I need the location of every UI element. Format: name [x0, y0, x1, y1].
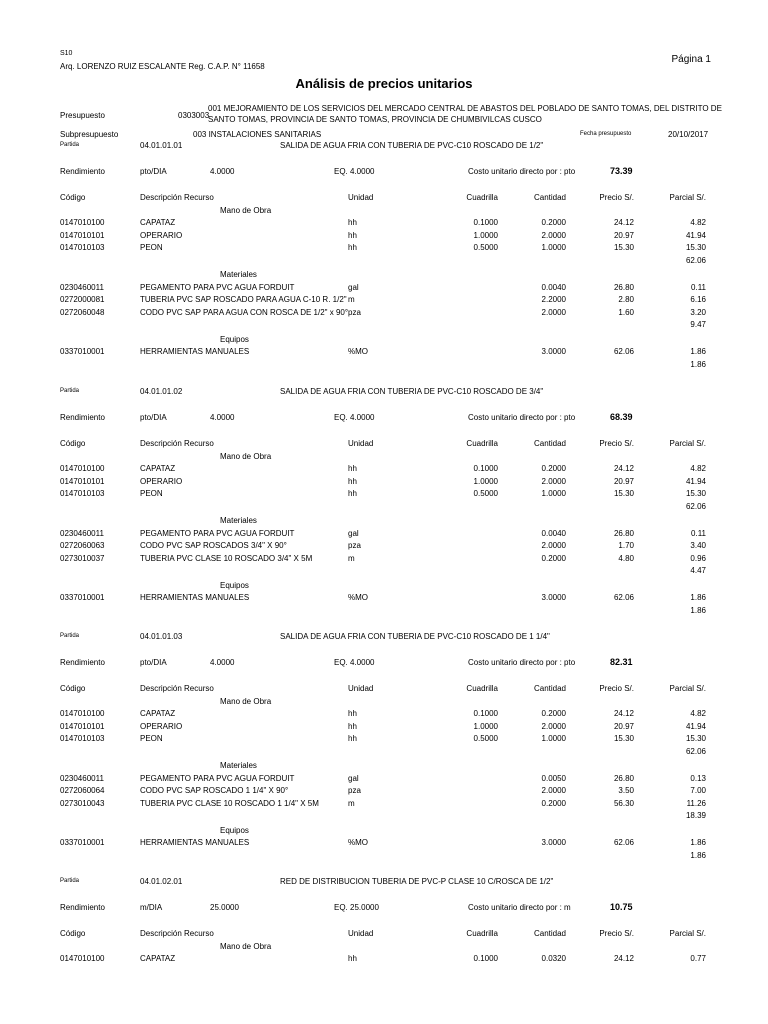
- category-label: Equipos: [220, 334, 249, 344]
- resource-parcial: 41.94: [685, 230, 706, 240]
- resource-precio: 24.12: [613, 954, 634, 963]
- resource-unit: hh: [348, 218, 357, 227]
- col-parcial: Parcial S/.: [669, 929, 706, 938]
- category-header: [0, 942, 768, 954]
- category-label: Mano de Obra: [220, 941, 272, 951]
- resource-code: 0230460011: [60, 773, 104, 783]
- partida-code: 04.01.01.03: [140, 632, 183, 641]
- category-label: Materiales: [220, 270, 257, 279]
- category-total-value: 62.06: [685, 746, 706, 756]
- column-header-row: [0, 929, 768, 941]
- rendimiento-unit: pto/DIA: [140, 658, 167, 667]
- resource-code: 0272060064: [60, 786, 105, 795]
- resource-unit: pza: [348, 541, 361, 550]
- category-header: [0, 516, 768, 528]
- resource-row: [0, 243, 768, 255]
- col-parcial: Parcial S/.: [669, 684, 706, 693]
- resource-parcial: 3.40: [690, 541, 706, 550]
- resource-description: PEGAMENTO PARA PVC AGUA FORDUIT: [140, 528, 295, 538]
- resource-row: [0, 709, 768, 721]
- category-total: [0, 606, 768, 618]
- resource-unit: hh: [348, 721, 357, 731]
- resource-unit: hh: [348, 709, 357, 718]
- resource-cantidad: 2.0000: [541, 786, 566, 795]
- eq-value: EQ. 4.0000: [334, 413, 375, 422]
- resource-code: 0147010100: [60, 218, 105, 227]
- resource-description: TUBERIA PVC CLASE 10 ROSCADO 3/4" X 5M: [140, 553, 313, 563]
- resource-code: 0147010101: [60, 721, 105, 731]
- rendimiento-label: Rendimiento: [60, 167, 105, 176]
- resource-cuadrilla: 0.1000: [473, 464, 498, 473]
- category-header: [0, 581, 768, 593]
- category-header: [0, 826, 768, 838]
- resource-cuadrilla: 1.0000: [473, 476, 498, 486]
- resource-cantidad: 2.0000: [541, 721, 566, 731]
- category-label: Mano de Obra: [220, 451, 272, 461]
- resource-unit: m: [348, 295, 355, 304]
- rendimiento-row: [0, 413, 768, 425]
- partida-description: SALIDA DE AGUA FRIA CON TUBERIA DE PVC-C10 ROSCADO DE 3/4": [280, 387, 544, 396]
- col-precio: Precio S/.: [599, 193, 634, 202]
- eq-value: EQ. 4.0000: [334, 167, 375, 176]
- resource-description: PEGAMENTO PARA PVC AGUA FORDUIT: [140, 773, 295, 783]
- resource-parcial: 15.30: [685, 489, 706, 498]
- resource-parcial: 0.13: [690, 773, 706, 783]
- resource-unit: hh: [348, 489, 357, 498]
- resource-cuadrilla: 0.5000: [473, 243, 498, 252]
- rendimiento-label: Rendimiento: [60, 658, 105, 667]
- resource-cantidad: 0.2000: [541, 553, 566, 563]
- resource-parcial: 0.96: [690, 553, 706, 563]
- resource-parcial: 7.00: [690, 786, 706, 795]
- presupuesto-label: Presupuesto: [60, 111, 105, 120]
- resource-cuadrilla: 0.5000: [473, 489, 498, 498]
- resource-precio: 20.97: [613, 476, 634, 486]
- resource-cuadrilla: 0.1000: [473, 218, 498, 227]
- resource-precio: 20.97: [613, 230, 634, 240]
- partida-code: 04.01.01.02: [140, 387, 183, 396]
- resource-row: [0, 799, 768, 811]
- col-cuadrilla: Cuadrilla: [466, 684, 498, 693]
- partida-label: Partida: [60, 388, 80, 394]
- col-parcial: Parcial S/.: [669, 193, 706, 202]
- resource-description: CAPATAZ: [140, 954, 176, 963]
- category-label: Materiales: [220, 761, 257, 770]
- rendimiento-value: 4.0000: [210, 658, 235, 667]
- resource-description: OPERARIO: [140, 721, 183, 731]
- resource-cantidad: 0.2000: [541, 798, 566, 808]
- resource-parcial: 11.26: [686, 798, 706, 808]
- partida-header: [0, 141, 768, 153]
- costo-value: 82.31: [610, 657, 633, 667]
- resource-parcial: 4.82: [690, 709, 706, 718]
- resource-precio: 62.06: [613, 593, 634, 602]
- costo-value: 73.39: [610, 166, 633, 176]
- resource-parcial: 4.82: [690, 218, 706, 227]
- resource-precio: 62.06: [613, 347, 634, 356]
- resource-description: OPERARIO: [140, 476, 183, 486]
- resource-cantidad: 1.0000: [541, 734, 566, 743]
- resource-row: [0, 529, 768, 541]
- resource-cantidad: 3.0000: [541, 838, 566, 847]
- resource-precio: 26.80: [613, 528, 634, 538]
- col-cantidad: Cantidad: [533, 193, 566, 202]
- col-unidad: Unidad: [348, 929, 374, 938]
- col-cuadrilla: Cuadrilla: [466, 193, 498, 202]
- resource-code: 0147010100: [60, 464, 105, 473]
- partida-description: SALIDA DE AGUA FRIA CON TUBERIA DE PVC-C10 ROSCADO DE 1/2": [280, 141, 544, 150]
- resource-precio: 15.30: [613, 734, 634, 743]
- rendimiento-unit: pto/DIA: [140, 413, 167, 422]
- col-descripcion: Descripción Recurso: [140, 929, 214, 938]
- resource-unit: gal: [348, 773, 359, 783]
- resource-row: [0, 774, 768, 786]
- fecha-value: 20/10/2017: [668, 130, 709, 139]
- resource-row: [0, 554, 768, 566]
- resource-parcial: 6.16: [690, 295, 706, 304]
- system-code: S10: [60, 50, 73, 57]
- resource-unit: hh: [348, 476, 357, 486]
- resource-unit: hh: [348, 954, 357, 963]
- resource-cantidad: 0.0050: [541, 773, 566, 783]
- resource-unit: gal: [348, 528, 359, 538]
- rendimiento-label: Rendimiento: [60, 413, 105, 422]
- resource-parcial: 15.30: [685, 734, 706, 743]
- partida-code: 04.01.02.01: [140, 877, 183, 886]
- resource-code: 0230460011: [60, 528, 104, 538]
- rendimiento-label: Rendimiento: [60, 903, 105, 912]
- rendimiento-unit: m/DIA: [140, 903, 163, 912]
- rendimiento-value: 25.0000: [210, 903, 239, 912]
- costo-value: 68.39: [610, 412, 633, 422]
- resource-unit: m: [348, 798, 355, 808]
- resource-row: [0, 477, 768, 489]
- resource-description: TUBERIA PVC SAP ROSCADO PARA AGUA C-10 R. 1/2": [140, 295, 347, 304]
- category-total-value: 62.06: [685, 501, 706, 511]
- resource-cantidad: 0.0040: [541, 528, 566, 538]
- resource-unit: pza: [348, 786, 361, 795]
- col-cantidad: Cantidad: [533, 684, 566, 693]
- resource-code: 0147010103: [60, 243, 105, 252]
- col-cuadrilla: Cuadrilla: [466, 929, 498, 938]
- resource-code: 0337010001: [60, 593, 105, 602]
- category-label: Materiales: [220, 516, 257, 525]
- resource-row: [0, 283, 768, 295]
- column-header-row: [0, 684, 768, 696]
- category-total-value: 9.47: [690, 320, 706, 329]
- resource-cantidad: 2.0000: [541, 541, 566, 550]
- resource-row: [0, 464, 768, 476]
- resource-description: CAPATAZ: [140, 709, 176, 718]
- col-parcial: Parcial S/.: [669, 439, 706, 448]
- resource-cuadrilla: 0.1000: [473, 954, 498, 963]
- category-total-value: 1.86: [690, 850, 706, 860]
- resource-description: HERRAMIENTAS MANUALES: [140, 347, 250, 356]
- resource-unit: hh: [348, 243, 357, 252]
- resource-row: [0, 231, 768, 243]
- resource-precio: 4.80: [618, 553, 634, 563]
- col-codigo: Código: [60, 439, 86, 448]
- rendimiento-unit: pto/DIA: [140, 167, 167, 176]
- category-total-value: 4.47: [690, 566, 706, 575]
- resource-parcial: 1.86: [690, 838, 706, 847]
- category-total: [0, 320, 768, 332]
- resource-row: [0, 838, 768, 850]
- rendimiento-row: [0, 167, 768, 179]
- resource-unit: hh: [348, 464, 357, 473]
- resource-unit: pza: [348, 307, 361, 317]
- resource-code: 0147010100: [60, 954, 105, 963]
- partida-label: Partida: [60, 633, 80, 639]
- resource-cantidad: 3.0000: [541, 347, 566, 356]
- resource-cantidad: 2.0000: [541, 476, 566, 486]
- resource-precio: 1.70: [618, 541, 634, 550]
- category-header: [0, 697, 768, 709]
- resource-row: [0, 722, 768, 734]
- resource-row: [0, 786, 768, 798]
- resource-code: 0273010037: [60, 553, 105, 563]
- resource-row: [0, 593, 768, 605]
- resource-parcial: 1.86: [690, 593, 706, 602]
- resource-description: PEON: [140, 243, 163, 252]
- rendimiento-value: 4.0000: [210, 413, 235, 422]
- resource-row: [0, 734, 768, 746]
- resource-unit: %MO: [348, 347, 368, 356]
- category-header: [0, 452, 768, 464]
- resource-parcial: 4.82: [690, 464, 706, 473]
- category-total-value: 1.86: [690, 359, 706, 369]
- page-number: Página 1: [671, 54, 711, 65]
- costo-label: Costo unitario directo por : pto: [468, 658, 576, 667]
- partida-header: [0, 387, 768, 399]
- category-total: [0, 256, 768, 268]
- partida-header: [0, 877, 768, 889]
- partida-label: Partida: [60, 878, 80, 884]
- col-unidad: Unidad: [348, 193, 374, 202]
- page-title: Análisis de precios unitarios: [295, 76, 473, 91]
- fecha-label: Fecha presupuesto: [580, 131, 632, 137]
- resource-code: 0273010043: [60, 798, 105, 808]
- category-total: [0, 811, 768, 823]
- col-descripcion: Descripción Recurso: [140, 684, 214, 693]
- resource-code: 0272000081: [60, 295, 105, 304]
- resource-parcial: 41.94: [685, 721, 706, 731]
- resource-parcial: 15.30: [685, 243, 706, 252]
- resource-cantidad: 2.0000: [541, 230, 566, 240]
- resource-cuadrilla: 1.0000: [473, 721, 498, 731]
- category-total: [0, 747, 768, 759]
- resource-cantidad: 0.2000: [541, 709, 566, 718]
- category-total: [0, 566, 768, 578]
- subpresupuesto-label: Subpresupuesto: [60, 130, 119, 139]
- category-label: Equipos: [220, 580, 249, 590]
- resource-cantidad: 0.0320: [541, 954, 566, 963]
- partida-header: [0, 632, 768, 644]
- resource-unit: %MO: [348, 838, 368, 847]
- resource-row: [0, 541, 768, 553]
- category-total: [0, 851, 768, 863]
- resource-description: CODO PVC SAP ROSCADO 1 1/4" X 90°: [140, 786, 289, 795]
- resource-precio: 24.12: [613, 218, 634, 227]
- col-codigo: Código: [60, 193, 86, 202]
- rendimiento-row: [0, 903, 768, 915]
- partida-label: Partida: [60, 142, 80, 148]
- col-precio: Precio S/.: [599, 929, 634, 938]
- resource-description: CAPATAZ: [140, 464, 176, 473]
- resource-precio: 62.06: [613, 838, 634, 847]
- resource-description: CODO PVC SAP ROSCADOS 3/4" X 90°: [140, 541, 287, 550]
- resource-parcial: 0.77: [690, 954, 706, 963]
- resource-code: 0147010101: [60, 476, 105, 486]
- resource-code: 0147010101: [60, 230, 105, 240]
- column-header-row: [0, 193, 768, 205]
- presupuesto-line-1: 001 MEJORAMIENTO DE LOS SERVICIOS DEL MERCADO CENTRAL DE ABASTOS DEL POBLADO DE SANTO TOMAS, DEL DISTRITO DE: [208, 104, 722, 113]
- resource-code: 0147010103: [60, 489, 105, 498]
- resource-precio: 2.80: [618, 295, 634, 304]
- resource-parcial: 3.20: [690, 307, 706, 317]
- resource-code: 0230460011: [60, 282, 104, 292]
- resource-cantidad: 1.0000: [541, 489, 566, 498]
- resource-description: PEON: [140, 734, 163, 743]
- resource-row: [0, 308, 768, 320]
- resource-parcial: 0.11: [691, 528, 706, 538]
- resource-parcial: 1.86: [690, 347, 706, 356]
- eq-value: EQ. 25.0000: [334, 903, 379, 912]
- resource-unit: hh: [348, 230, 357, 240]
- resource-code: 0337010001: [60, 347, 105, 356]
- category-header: [0, 761, 768, 773]
- eq-value: EQ. 4.0000: [334, 658, 375, 667]
- resource-description: PEON: [140, 489, 163, 498]
- resource-code: 0337010001: [60, 838, 105, 847]
- resource-description: CODO PVC SAP PARA AGUA CON ROSCA DE 1/2" x 90°: [140, 307, 349, 317]
- category-label: Equipos: [220, 825, 249, 835]
- col-cantidad: Cantidad: [533, 439, 566, 448]
- resource-cantidad: 0.0040: [541, 282, 566, 292]
- category-header: [0, 335, 768, 347]
- col-unidad: Unidad: [348, 684, 374, 693]
- resource-precio: 26.80: [613, 282, 634, 292]
- col-unidad: Unidad: [348, 439, 374, 448]
- resource-code: 0272060048: [60, 307, 105, 317]
- resource-parcial: 41.94: [685, 476, 706, 486]
- category-total: [0, 502, 768, 514]
- resource-unit: hh: [348, 734, 357, 743]
- resource-parcial: 0.11: [691, 282, 706, 292]
- rendimiento-value: 4.0000: [210, 167, 235, 176]
- column-header-row: [0, 439, 768, 451]
- resource-cantidad: 1.0000: [541, 243, 566, 252]
- resource-code: 0272060063: [60, 541, 105, 550]
- col-codigo: Código: [60, 684, 86, 693]
- category-label: Mano de Obra: [220, 205, 272, 215]
- col-precio: Precio S/.: [599, 439, 634, 448]
- resource-description: TUBERIA PVC CLASE 10 ROSCADO 1 1/4" X 5M: [140, 798, 319, 808]
- col-precio: Precio S/.: [599, 684, 634, 693]
- resource-precio: 15.30: [613, 243, 634, 252]
- category-total: [0, 360, 768, 372]
- presupuesto-line-2: SANTO TOMAS, PROVINCIA DE SANTO TOMAS, PROVINCIA DE CHUMBIVILCAS CUSCO: [208, 115, 542, 124]
- partida-description: SALIDA DE AGUA FRIA CON TUBERIA DE PVC-C10 ROSCADO DE 1 1/4": [280, 632, 550, 641]
- resource-cantidad: 0.2000: [541, 218, 566, 227]
- resource-cuadrilla: 1.0000: [473, 230, 498, 240]
- costo-label: Costo unitario directo por : m: [468, 903, 571, 912]
- costo-label: Costo unitario directo por : pto: [468, 167, 576, 176]
- partida-code: 04.01.01.01: [140, 141, 183, 150]
- resource-cuadrilla: 0.1000: [473, 709, 498, 718]
- resource-precio: 1.60: [618, 307, 634, 317]
- resource-row: [0, 218, 768, 230]
- resource-code: 0147010100: [60, 709, 105, 718]
- col-cuadrilla: Cuadrilla: [466, 439, 498, 448]
- rendimiento-row: [0, 658, 768, 670]
- resource-cantidad: 3.0000: [541, 593, 566, 602]
- subpresupuesto-value: 003 INSTALACIONES SANITARIAS: [193, 130, 322, 139]
- presupuesto-code: 0303003: [178, 111, 210, 120]
- category-total-value: 62.06: [685, 255, 706, 265]
- partida-description: RED DE DISTRIBUCION TUBERIA DE PVC-P CLASE 10 C/ROSCA DE 1/2": [280, 877, 554, 886]
- resource-description: OPERARIO: [140, 230, 183, 240]
- resource-code: 0147010103: [60, 734, 105, 743]
- costo-value: 10.75: [610, 902, 633, 912]
- costo-label: Costo unitario directo por : pto: [468, 413, 576, 422]
- resource-precio: 24.12: [613, 709, 634, 718]
- resource-cuadrilla: 0.5000: [473, 734, 498, 743]
- resource-precio: 26.80: [613, 773, 634, 783]
- category-total-value: 18.39: [685, 811, 706, 820]
- col-descripcion: Descripción Recurso: [140, 439, 214, 448]
- category-header: [0, 270, 768, 282]
- architect-name: Arq. LORENZO RUIZ ESCALANTE Reg. C.A.P. N° 11658: [60, 62, 265, 71]
- category-label: Mano de Obra: [220, 696, 272, 706]
- col-cantidad: Cantidad: [533, 929, 566, 938]
- resource-description: PEGAMENTO PARA PVC AGUA FORDUIT: [140, 282, 295, 292]
- category-header: [0, 206, 768, 218]
- resource-cantidad: 2.0000: [541, 307, 566, 317]
- resource-row: [0, 954, 768, 966]
- resource-precio: 56.30: [613, 798, 634, 808]
- resource-row: [0, 347, 768, 359]
- resource-precio: 20.97: [613, 721, 634, 731]
- resource-unit: m: [348, 553, 355, 563]
- col-descripcion: Descripción Recurso: [140, 193, 214, 202]
- resource-unit: %MO: [348, 593, 368, 602]
- resource-cantidad: 2.2000: [541, 295, 566, 304]
- resource-description: CAPATAZ: [140, 218, 176, 227]
- resource-precio: 15.30: [613, 489, 634, 498]
- category-total-value: 1.86: [690, 605, 706, 615]
- col-codigo: Código: [60, 929, 86, 938]
- resource-row: [0, 295, 768, 307]
- resource-unit: gal: [348, 282, 359, 292]
- resource-description: HERRAMIENTAS MANUALES: [140, 838, 250, 847]
- resource-row: [0, 489, 768, 501]
- resource-description: HERRAMIENTAS MANUALES: [140, 593, 250, 602]
- resource-precio: 24.12: [613, 464, 634, 473]
- resource-cantidad: 0.2000: [541, 464, 566, 473]
- resource-precio: 3.50: [618, 786, 634, 795]
